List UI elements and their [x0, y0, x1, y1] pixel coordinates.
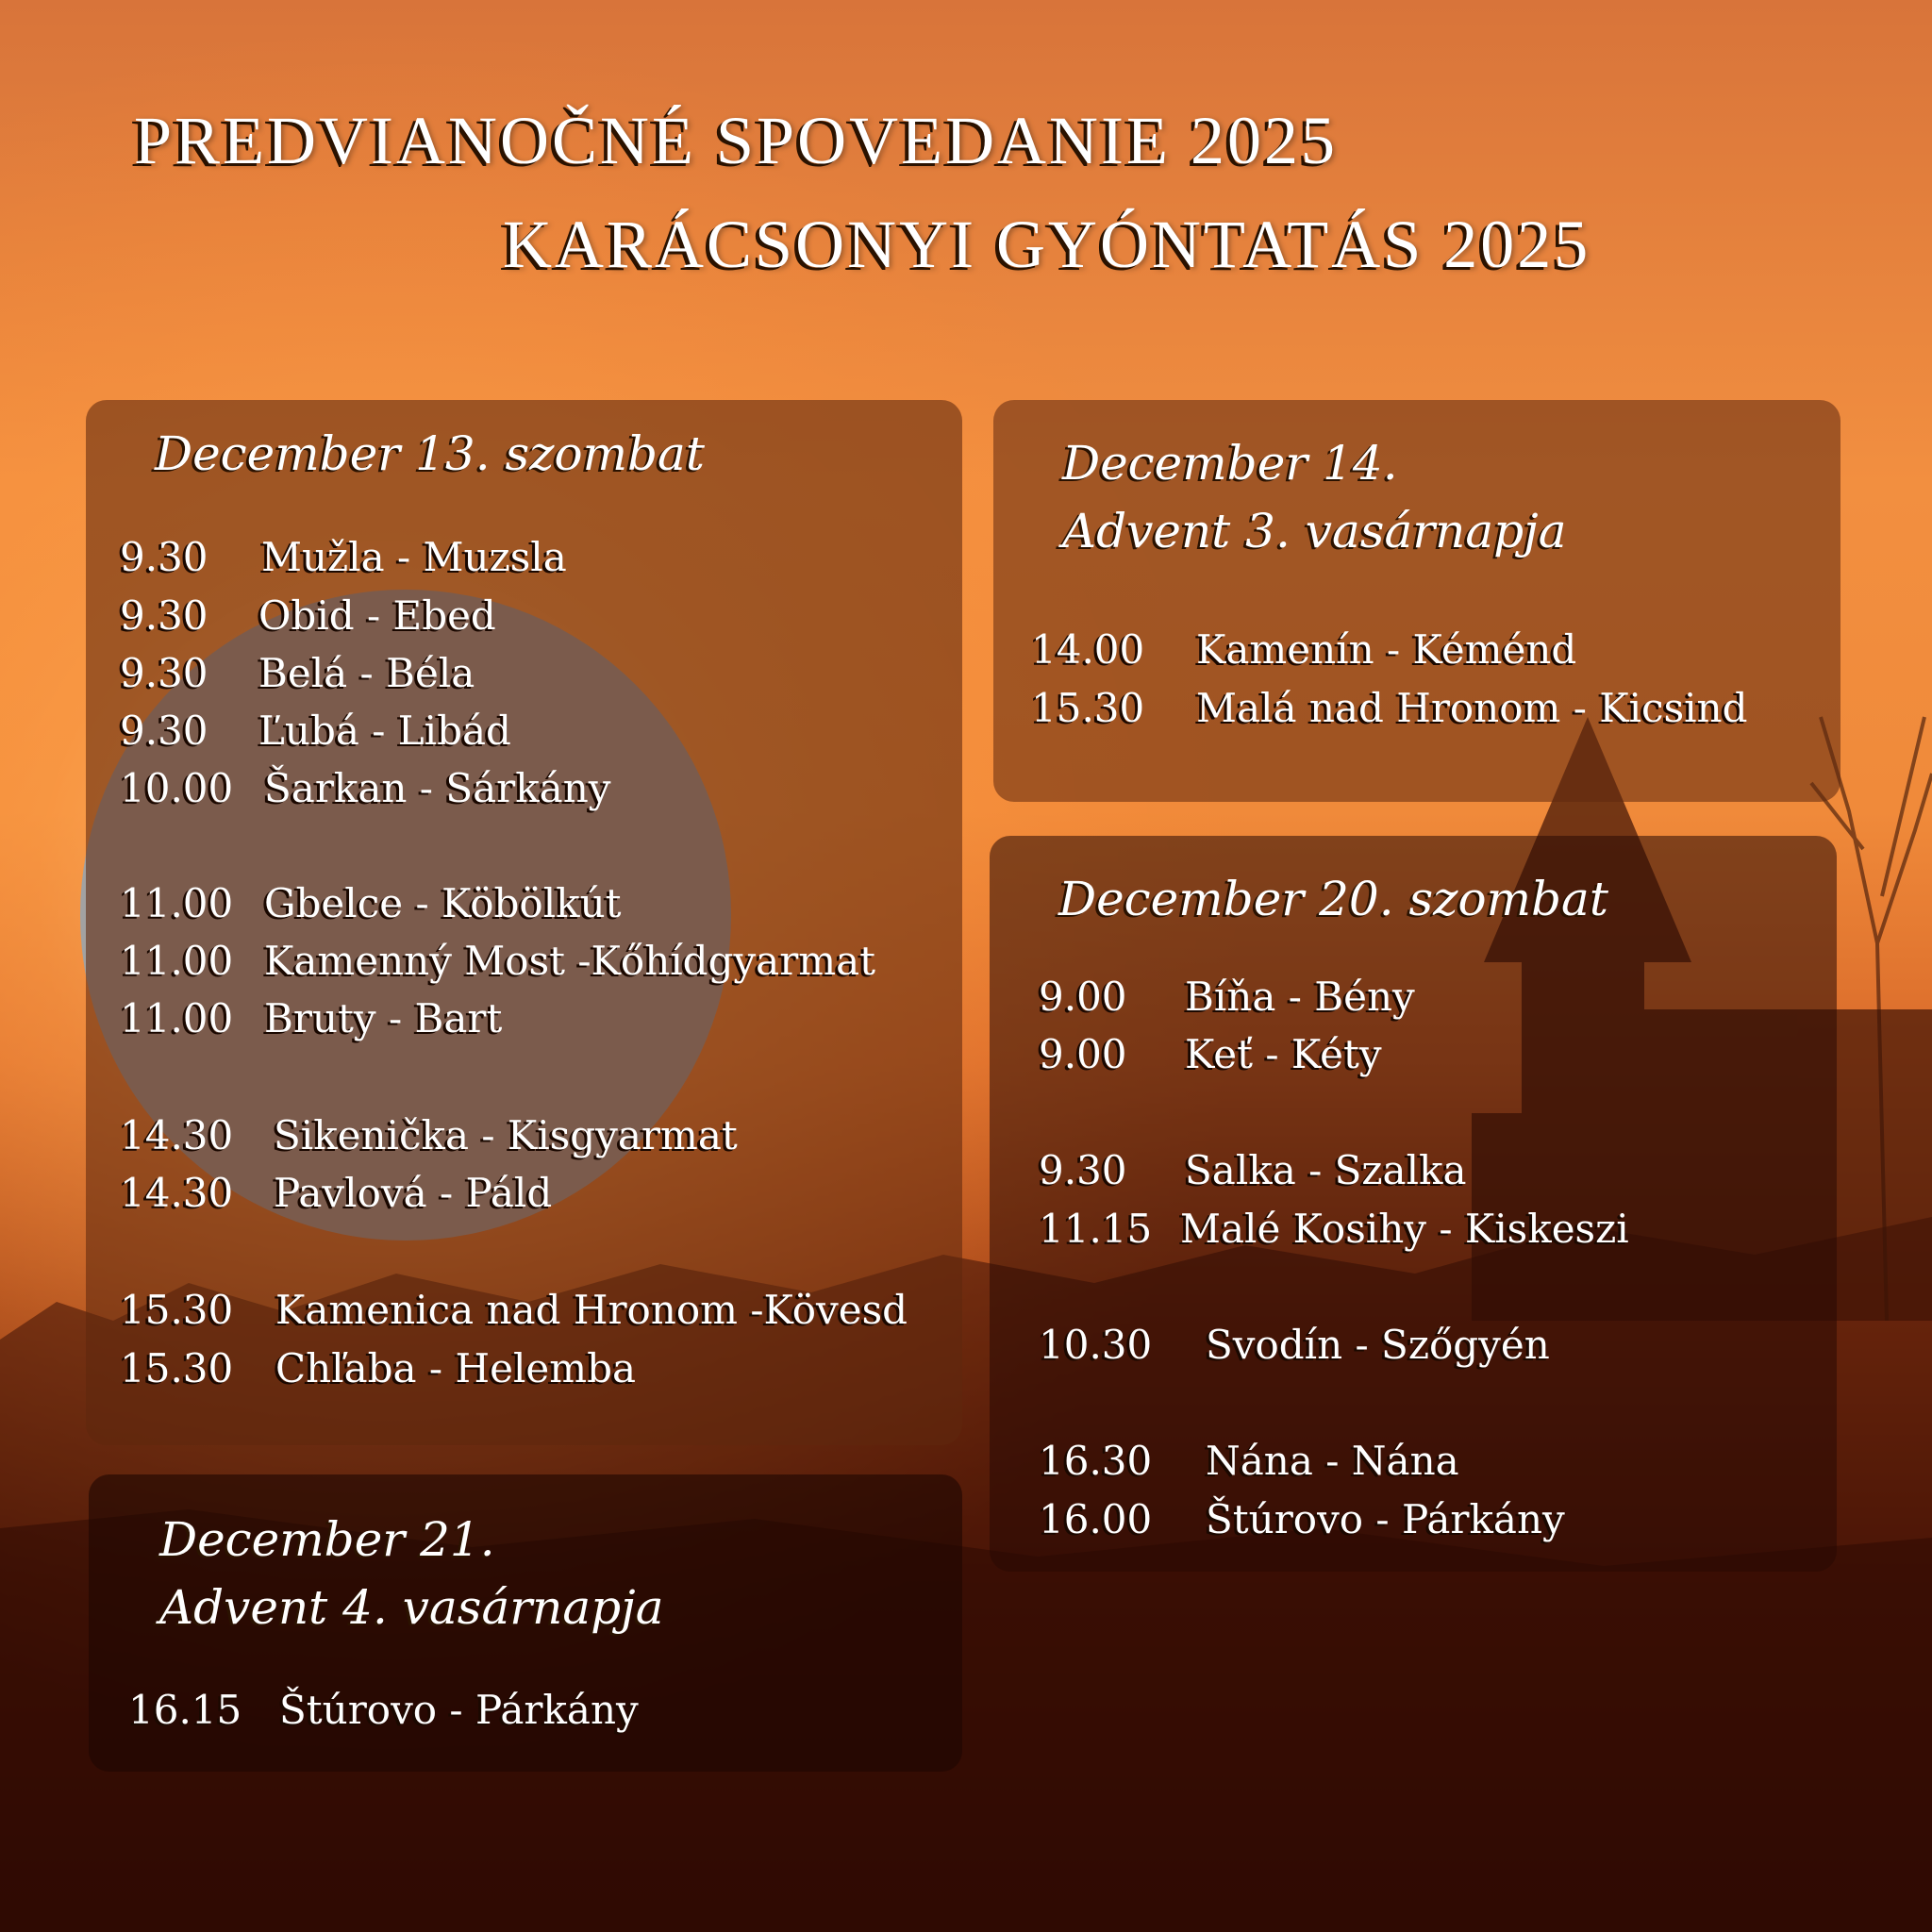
- place: Svodín - Szőgyén: [1206, 1322, 1550, 1368]
- time: 16.15: [128, 1687, 242, 1733]
- time: 9.30: [1039, 1147, 1127, 1193]
- time: 9.00: [1039, 974, 1127, 1020]
- place: Mužla - Muzsla: [261, 534, 567, 580]
- time: 11.15: [1039, 1206, 1153, 1252]
- place: Ľubá - Libád: [258, 708, 511, 754]
- time: 9.30: [120, 592, 208, 639]
- place: Kamenný Most -Kőhídgyarmat: [264, 938, 876, 984]
- time: 15.30: [120, 1345, 234, 1391]
- place: Štúrovo - Párkány: [1206, 1496, 1565, 1542]
- panel-heading-line-2: Advent 4. vasárnapja: [159, 1580, 664, 1635]
- panel-december-21: [89, 1474, 962, 1772]
- time: 9.30: [120, 650, 208, 696]
- time: 14.30: [120, 1112, 234, 1158]
- time: 9.30: [120, 708, 208, 754]
- panel-heading-line-2: Advent 3. vasárnapja: [1062, 504, 1567, 558]
- place: Bíňa - Bény: [1185, 974, 1415, 1020]
- time: 11.00: [120, 880, 234, 926]
- time: 11.00: [120, 938, 234, 984]
- panel-december-14: [993, 400, 1840, 802]
- time: 16.30: [1039, 1438, 1153, 1484]
- time: 15.30: [1031, 685, 1145, 731]
- place: Malé Kosihy - Kiskeszi: [1180, 1206, 1629, 1252]
- time: 9.30: [120, 534, 208, 580]
- place: Nána - Nána: [1206, 1438, 1459, 1484]
- place: Malá nad Hronom - Kicsind: [1196, 685, 1748, 731]
- place: Štúrovo - Párkány: [279, 1687, 639, 1733]
- time: 10.30: [1039, 1322, 1153, 1368]
- panel-heading: December 20. szombat: [1058, 872, 1608, 926]
- time: 10.00: [120, 765, 234, 811]
- place: Gbelce - Köbölkút: [264, 880, 622, 926]
- title-line-1: PREDVIANOČNÉ SPOVEDANIE 2025: [134, 103, 1339, 178]
- panel-heading: December 13. szombat: [155, 426, 705, 481]
- panel-heading-line-1: December 21.: [159, 1512, 495, 1567]
- time: 15.30: [120, 1287, 234, 1333]
- place: Kamenica nad Hronom -Kövesd: [275, 1287, 908, 1333]
- time: 11.00: [120, 995, 234, 1041]
- title-line-2: KARÁCSONYI GYÓNTATÁS 2025: [503, 207, 1591, 282]
- place: Kamenín - Kéménd: [1196, 626, 1577, 673]
- time: 9.00: [1039, 1031, 1127, 1077]
- place: Belá - Béla: [258, 650, 475, 696]
- place: Bruty - Bart: [264, 995, 503, 1041]
- time: 14.00: [1031, 626, 1145, 673]
- place: Obid - Ebed: [258, 592, 496, 639]
- panel-heading-line-1: December 14.: [1062, 436, 1398, 491]
- panel-december-20: [990, 836, 1837, 1572]
- place: Chľaba - Helemba: [275, 1345, 636, 1391]
- time: 16.00: [1039, 1496, 1153, 1542]
- time: 14.30: [120, 1170, 234, 1216]
- place: Sikenička - Kisgyarmat: [274, 1112, 738, 1158]
- place: Salka - Szalka: [1185, 1147, 1467, 1193]
- place: Pavlová - Páld: [274, 1170, 553, 1216]
- place: Šarkan - Sárkány: [264, 765, 611, 811]
- panel-december-13: [86, 400, 962, 1445]
- place: Keť - Kéty: [1185, 1031, 1382, 1077]
